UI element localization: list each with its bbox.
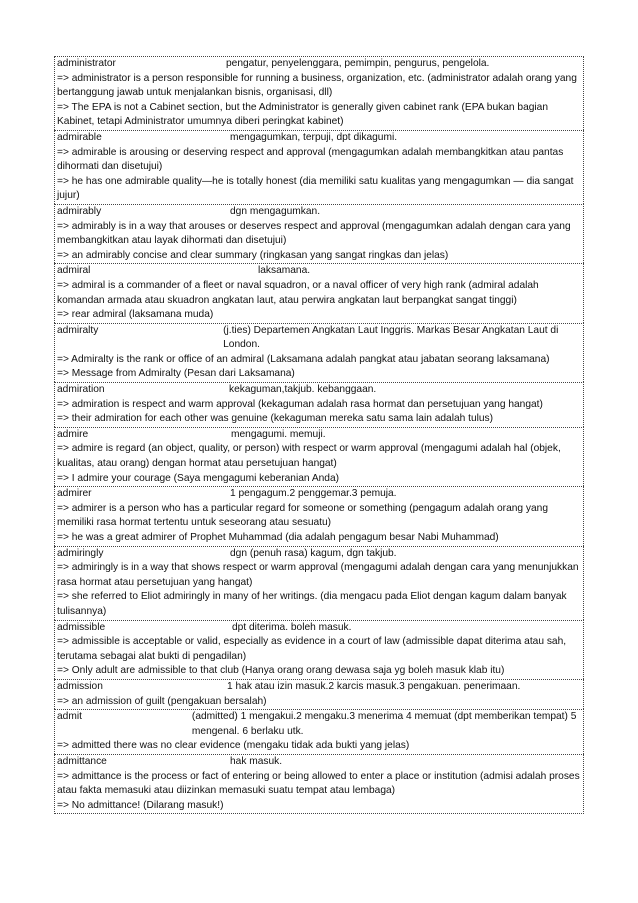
entry-head — [57, 680, 581, 695]
entry-head — [57, 57, 581, 72]
entry-head — [57, 547, 581, 562]
entry-line: => admirable is arousing or deserving respect and approval (mengagumkan adalah membangkitkan atau pantas dihormati dan disetujui) — [57, 146, 564, 173]
entry-head — [57, 755, 581, 770]
entry-line: => he was a great admirer of Prophet Muhammad (dia adalah pengagum besar Nabi Muhammad) — [57, 532, 499, 543]
entry-word: admiral — [57, 265, 91, 277]
entry-line: => admire is regard (an object, quality, or person) with respect or warm approval (mengagumi adalah hal (objek, kualitas, atau orang) dengan hormat atau persetujuan hangat) — [57, 443, 561, 470]
entry-head — [57, 621, 581, 636]
entry-head — [57, 264, 581, 279]
entry-line: => Admiralty is the rank or office of an admiral (Laksamana adalah pangkat atau jabatan seorang laksamana) — [57, 353, 550, 365]
entry-translation: (j.ties) Departemen Angkatan Laut Inggris. Markas Besar Angkatan Laut di London. — [223, 324, 559, 351]
entry-line: => admitted there was no clear evidence (mengaku tidak ada bukti yang jelas) — [57, 740, 410, 752]
entry-translation: 1 pengagum.2 penggemar.3 pemuja. — [230, 488, 397, 500]
entry-word: admire — [57, 428, 89, 440]
entry-translation: pengatur, penyelenggara, pemimpin, pengurus, pengelola. — [226, 58, 490, 69]
dictionary-entry — [54, 427, 584, 486]
entry-translation: 1 hak atau izin masuk.2 karcis masuk.3 pengakuan. penerimaan. — [227, 680, 521, 692]
entry-line: => admiration is respect and warm approval (kekaguman adalah rasa hormat dan persetujuan yang hangat) — [57, 398, 543, 410]
entry-word: administrator — [57, 58, 116, 69]
dictionary-page — [54, 56, 584, 814]
entry-translation: dgn (penuh rasa) kagum, dgn takjub. — [230, 547, 397, 559]
entry-head — [57, 428, 581, 443]
entry-translation: mengagumi. memuji. — [231, 428, 326, 440]
entry-translation: (admitted) 1 mengakui.2 mengaku.3 menerima 4 memuat (dpt memberikan tempat) 5 mengenal. 6 berlaku utk. — [191, 711, 577, 737]
entry-line: => No admittance! (Dilarang masuk!) — [57, 799, 224, 811]
entry-line: => The EPA is not a Cabinet section, but the Administrator is generally given cabinet rank (EPA bukan bagian Kabinet, tetapi Administrator umumnya diberi peringkat kabinet) — [57, 101, 548, 128]
entry-head — [57, 205, 581, 220]
entry-line: => an admirably concise and clear summary (ringkasan yang sangat ringkas dan jelas) — [57, 249, 449, 261]
entry-head — [57, 710, 581, 739]
entry-line: => admittance is the process or fact of entering or being allowed to enter a place or institution (admisi adalah proses atau fakta memasuki atau diizinkan memasuki suatu tempat atau lembaga) — [57, 770, 580, 797]
entry-translation: kekaguman,takjub. kebanggaan. — [229, 384, 377, 396]
entry-translation: dpt diterima. boleh masuk. — [232, 621, 352, 633]
dictionary-entry — [54, 620, 584, 679]
entry-word: admiringly — [57, 547, 104, 559]
entry-line: => rear admiral (laksamana muda) — [57, 309, 214, 321]
entry-head — [57, 383, 581, 398]
entry-word: admiralty — [57, 324, 99, 336]
dictionary-entry — [54, 546, 584, 620]
entry-line: => Message from Admiralty (Pesan dari Laksamana) — [57, 368, 295, 380]
dictionary-entry — [54, 204, 584, 263]
dictionary-entry — [54, 382, 584, 427]
entry-line: => an admission of guilt (pengakuan bersalah) — [57, 695, 267, 707]
entry-word: admiration — [57, 384, 105, 396]
dictionary-entry — [54, 130, 584, 204]
entry-head — [57, 487, 581, 502]
entry-word: admit — [57, 711, 82, 723]
dictionary-entry — [54, 56, 584, 130]
entry-word: admirably — [57, 205, 102, 217]
entry-line: => admiringly is in a way that shows respect or warm approval (mengagumi adalah dengan cara yang menunjukkan rasa hormat atau persetujuan yang hangat) — [57, 562, 579, 588]
entry-word: admission — [57, 680, 103, 692]
entry-line: => Only adult are admissible to that club (Hanya orang orang dewasa saja yg boleh masuk klab itu) — [57, 665, 505, 677]
entry-word: admirer — [57, 488, 92, 500]
entry-line: => administrator is a person responsible for running a business, organization, etc. (administrator adalah orang yang bertanggung jawab untuk menjalankan bisnis, organisasi, dll) — [57, 72, 577, 99]
dictionary-entry — [54, 754, 584, 814]
entry-word: admissible — [57, 621, 106, 633]
entry-word: admirable — [57, 131, 102, 143]
entry-line: => admirably is in a way that arouses or deserves respect and approval (mengagumkan adalah dengan cara yang membangkitkan atau layak dihormati dan disetujui) — [57, 220, 571, 247]
entry-head — [57, 324, 581, 353]
dictionary-entry — [54, 709, 584, 754]
entry-translation: hak masuk. — [230, 755, 283, 767]
entry-word: admittance — [57, 755, 107, 767]
entry-translation: mengagumkan, terpuji, dpt dikagumi. — [230, 131, 398, 143]
entry-head — [57, 131, 581, 146]
dictionary-entry — [54, 679, 584, 709]
entry-line: => admiral is a commander of a fleet or naval squadron, or a naval officer of very high rank (admiral adalah komandan armada atau skuadron angkatan laut, atau perwira angkatan laut berpangkat sangat tinggi) — [57, 279, 539, 306]
entry-line: => she referred to Eliot admiringly in many of her writings. (dia mengacu pada Eliot dengan kagum dalam banyak tulisannya) — [57, 591, 567, 617]
entry-line: => I admire your courage (Saya mengagumi keberanian Anda) — [57, 472, 340, 484]
dictionary-entry — [54, 323, 584, 382]
entry-line: => admirer is a person who has a particular regard for someone or something (pengagum adalah orang yang memiliki rasa hormat tertentu untuk seseorang atau sesuatu) — [57, 502, 548, 529]
dictionary-entry — [54, 486, 584, 545]
entry-translation: laksamana. — [258, 265, 311, 277]
dictionary-entry — [54, 263, 584, 322]
entry-line: => he has one admirable quality—he is totally honest (dia memiliki satu kualitas yang mengagumkan — dia sangat jujur) — [57, 175, 574, 202]
entry-translation: dgn mengagumkan. — [230, 205, 321, 217]
entry-line: => their admiration for each other was genuine (kekaguman mereka satu sama lain adalah tulus) — [57, 413, 494, 425]
entry-line: => admissible is acceptable or valid, especially as evidence in a court of law (admissible dapat diterima atau sah, terutama sebagai alat bukti di pengadilan) — [57, 636, 567, 662]
